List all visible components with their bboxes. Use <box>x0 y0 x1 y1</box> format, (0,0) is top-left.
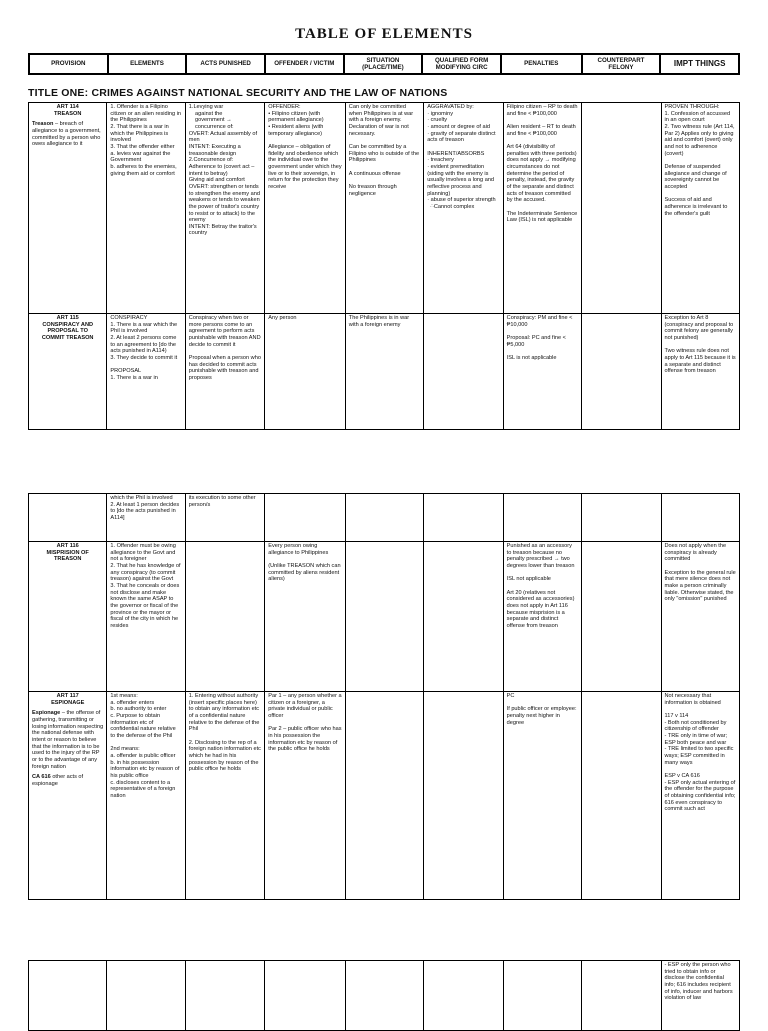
situation-cell <box>345 542 423 692</box>
provision-cell <box>29 542 107 692</box>
table-row-art-114 <box>29 103 740 314</box>
qualified-form-cell <box>424 692 503 900</box>
acts-punished-cell: its execution to some other person/s <box>185 494 264 542</box>
offender-victim-cell: Any person <box>265 314 346 430</box>
table-row-continuation <box>29 494 740 542</box>
acts-punished-cell: 1.Levying war against the government → concurrence of: OVERT: Actual assembly of men INTENT: Executing a treasonable design 2.Concurrence of: Adherence to (covert act – intent to betray) Giving aid and comfort OVERT: strengthen or tends to strengthen the enemy and weakens or tends to weaken the power of traitor's country to resist or to attack) to the enemy INTENT: Betray the traitor's country <box>185 103 264 314</box>
header-acts-punished: ACTS PUNISHED <box>186 54 265 74</box>
offender-victim-cell <box>265 961 346 1031</box>
penalties-cell: PC If public officer or employee: penalty next higher in degree <box>503 692 581 900</box>
offender-victim-cell <box>265 494 346 542</box>
offender-victim-cell: Par 1 – any person whether a citizen or a foreigner, a private individual or public officer Par 2 – public officer who has in his possession the information etc by reason of the public office he holds <box>265 692 346 900</box>
provision-definition-2 <box>32 774 103 787</box>
definition-text: – breach of allegiance to a government, committed by a person who owes allegiance to it <box>32 121 103 148</box>
header-counterpart-felony: COUNTERPART FELONY <box>582 54 661 74</box>
provision-label: ART 115 CONSPIRACY AND PROPOSAL TO COMMIT TREASON <box>41 315 94 341</box>
qualified-form-cell <box>424 314 503 430</box>
acts-punished-cell: 1. Entering without authority (insert specific places here) to obtain any information etc of a confidential nature relative to the defense of the Phil 2. Disclosing to the rep of a foreign nation information etc which he had in his possession by reason of the public office he holds <box>185 692 264 900</box>
provision-cell <box>29 494 107 542</box>
impt-things-cell: Exception to Art 8 (conspiracy and proposal to commit felony are generally not punished) Two witness rule does not apply to Art 115 because it is a separate and distinct offense from treason <box>661 314 739 430</box>
header-qualified-form: QUALIFIED FORM MODIFYING CIRC <box>422 54 501 74</box>
table-page-1 <box>28 102 740 430</box>
elements-cell: 1. Offender must be owing allegiance to the Govt and not a foreigner 2. That he has knowledge of any conspiracy (to commit treason) against the Govt 3. That he conceals or does not disclose and make known the same ASAP to the governor or fiscal of the province or the mayor or fiscal of the city in which he resides <box>107 542 185 692</box>
table-row-continuation <box>29 961 740 1031</box>
definition-term: Espionage <box>32 710 61 717</box>
penalties-cell <box>503 494 581 542</box>
document-title: TABLE OF ELEMENTS <box>295 26 473 42</box>
impt-things-cell <box>661 494 739 542</box>
situation-cell <box>345 494 423 542</box>
acts-punished-cell <box>185 542 264 692</box>
elements-cell: 1st means: a. offender enters b. no authority to enter c. Purpose to obtain information etc of confidential nature relative to the defense of the Phil 2nd means: a. offender is public officer b. in his possession information etc by reason of his public office c. discloses content to a representative of a foreign nation <box>107 692 185 900</box>
impt-things-cell: PROVEN THROUGH: 1. Confession of accussed in an open court 2. Two witness rule (Art 114, Par 2) Applies only to giving aid and comfort (overt) only and not to adherence (covert) Defense of suspended allegiance and change of sovereignty cannot be accepted Success of aid and adherence is irrelevant to the offender's guilt <box>661 103 739 314</box>
counterpart-felony-cell <box>582 692 661 900</box>
acts-punished-cell: Conspiracy when two or more persons come to an agreement to perform acts punishable with treason AND decide to commit it Proposal when a person who has decided to commit acts punishable with treason and proposes <box>185 314 264 430</box>
column-header-table <box>28 53 740 75</box>
situation-cell <box>345 692 423 900</box>
provision-definition <box>32 710 103 770</box>
header-impt-things: IMPT THINGS <box>660 54 739 74</box>
provision-cell <box>29 314 107 430</box>
penalties-cell: Conspiracy: PM and fine < ₱10,000 Proposal: PC and fine < ₱5,000 ISL is not applicable <box>503 314 581 430</box>
provision-definition <box>32 121 103 148</box>
counterpart-felony-cell <box>582 542 661 692</box>
qualified-form-cell <box>424 494 503 542</box>
header-situation: SITUATION (PLACE/TIME) <box>344 54 423 74</box>
provision-label: ART 116 MISPRISION OF TREASON <box>46 543 89 563</box>
situation-cell: The Philippines is in war with a foreign enemy <box>345 314 423 430</box>
penalties-cell <box>503 961 581 1031</box>
situation-cell <box>345 961 423 1031</box>
counterpart-felony-cell <box>582 961 661 1031</box>
offender-victim-cell: OFFENDER: • Filipino citizen (with permanent allegiance) • Resident aliens (with temporary allegiance) Allegiance – obligation of fidelity and obedience which the individual owe to the government under which they live or to their sovereign, in return for the protection they receive <box>265 103 346 314</box>
elements-cell: which the Phil is involved 2. At least 1 person decides to [do the acts punished in A114] <box>107 494 185 542</box>
qualified-form-cell: AGGRAVATED by: · ignominy · cruelty · amount or degree of aid · gravity of separate distinct acts of treason INHERENT/ABSORBS · treachery · evident premeditation (siding with the enemy is usually involves a long and reflective process and planning) · abuse of superior strength ∴Cannot complex <box>424 103 503 314</box>
offender-victim-cell: Every person owing allegiance to Philippines (Unlike TREASON which can committed by aliens resident aliens) <box>265 542 346 692</box>
definition-term: CA 616 <box>32 774 51 781</box>
counterpart-felony-cell <box>582 103 661 314</box>
definition-text: – the offense of gathering, transmitting or losing information respecting the national defense with intent or reason to believe that the information is to be used to the injury of the RP or to the advantage of any foreign nation <box>32 710 105 770</box>
provision-cell <box>29 692 107 900</box>
impt-things-cell: Not necessary that information is obtained 117 v 114 - Both not conditioned by citizenship of offender - TRE only in time of war; ESP both peace and war - TRE limited to two specific ways; ESP committed in many ways ESP v CA 616 - ESP only actual entering of the offender for the purpose of obtaining confidential info; 616 even conspiracy to commit such act <box>661 692 739 900</box>
impt-things-cell: Does not apply when the conspiracy is already committed Exception to the general rule that mere silence does not make a person criminally liable. Otherwise stated, the only "omission" punished <box>661 542 739 692</box>
qualified-form-cell <box>424 961 503 1031</box>
elements-cell: CONSPIRACY 1. There is a war which the Phil is involved 2. At least 2 persons come to an agreement to [do the acts punished in A114) 3. They decide to commit it PROPOSAL 1. There is a war in <box>107 314 185 430</box>
header-penalties: PENALTIES <box>501 54 582 74</box>
definition-text: other acts of espionage <box>32 774 85 787</box>
header-offender-victim: OFFENDER / VICTIM <box>265 54 344 74</box>
provision-label: ART 117 ESPIONAGE <box>51 693 85 706</box>
table-page-2 <box>28 493 740 900</box>
acts-punished-cell <box>185 961 264 1031</box>
elements-cell <box>107 961 185 1031</box>
header-provision: PROVISION <box>29 54 108 74</box>
provision-label: ART 114 TREASON <box>54 104 82 117</box>
definition-term: Treason <box>32 121 54 128</box>
table-page-3 <box>28 960 740 1031</box>
penalties-cell: Punished as an accessory to treason because no penalty prescribed → two degrees lower than treason ISL not applicable Art 20 (relatives not considered as accessories) does not apply in Art 116 because misprision is a separate and distinct offense from treason <box>503 542 581 692</box>
table-row-art-115 <box>29 314 740 430</box>
situation-cell: Can only be committed when Philippines is at war with a foreign enemy. Declaration of war is not necessary. Can be committed by a Filipino who is outside of the Philippines A continuous offense No treason through negligence <box>345 103 423 314</box>
table-row-art-116 <box>29 542 740 692</box>
provision-cell <box>29 103 107 314</box>
qualified-form-cell <box>424 542 503 692</box>
counterpart-felony-cell <box>582 314 661 430</box>
impt-things-cell: - ESP only the person who tried to obtain info or disclose the confidential info; 616 includes recipient of info, inducer and harbors violation of law <box>661 961 739 1031</box>
header-elements: ELEMENTS <box>108 54 187 74</box>
counterpart-felony-cell <box>582 494 661 542</box>
section-title: TITLE ONE: CRIMES AGAINST NATIONAL SECURITY AND THE LAW OF NATIONS <box>28 87 448 99</box>
elements-cell: 1. Offender is a Filipino citizen or an alien residing in the Philippines 2. That there is a war in which the Philippines is involved 3. That the offender either a. levies war against the Government b. adheres to the enemies, giving them aid or comfort <box>107 103 185 314</box>
provision-cell <box>29 961 107 1031</box>
penalties-cell: Filipino citizen – RP to death and fine < ₱100,000 Alien resident – RT to death and fine < ₱100,000 Art 64 (divisibility of penalties with three periods) does not apply → modifying circumstances do not determine the period of penalty, instead, the gravity of the separate and distinct acts of treason committed by the accused. The Indeterminate Sentence Law (ISL) is not applicable <box>503 103 581 314</box>
table-row-art-117 <box>29 692 740 900</box>
